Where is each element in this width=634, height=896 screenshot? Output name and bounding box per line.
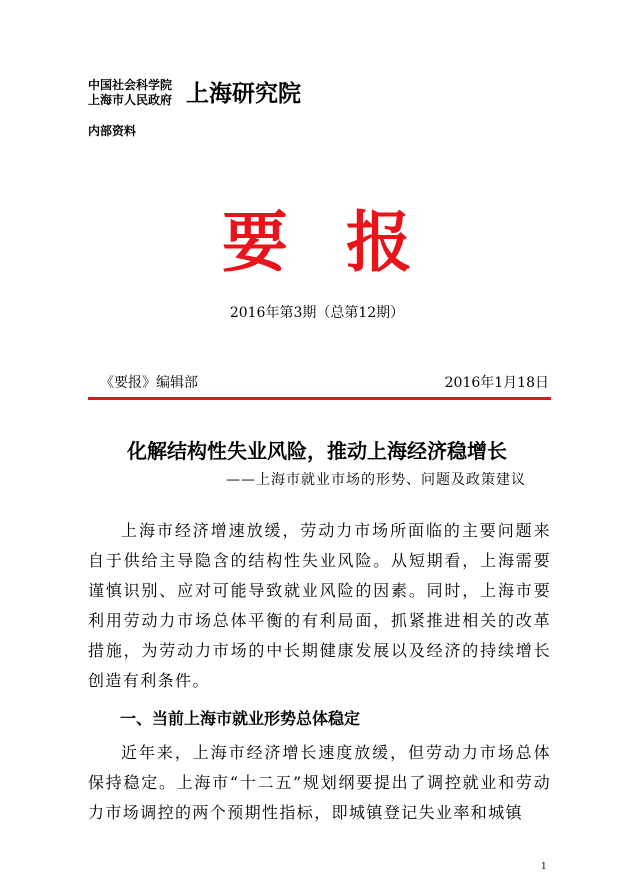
bulletin-title [0, 203, 634, 281]
classification-label: 内部资料 [88, 124, 137, 138]
intro-text: 上海市经济增速放缓，劳动力市场所面临的主要问题来自于供给主导隐含的结构性失业风险。从短期看，上海需要谨慎识别、应对可能导致就业风险的因素。同时，上海市要利用劳动力市场总体平衡的有利局面，抓紧推进相关的改革措施，为劳动力市场的中长期健康发展以及经济的持续增长创造有利条件。 [88, 521, 551, 690]
issue-number: 2016年第3期（总第12期） [229, 305, 405, 321]
section-1-heading: 一、当前上海市就业形势总体稳定 [120, 709, 361, 728]
page-number: 1 [541, 862, 547, 872]
org-name-institute: 上海研究院 [186, 80, 301, 107]
org-header [88, 78, 172, 108]
publish-date: 2016年1月18日 [444, 375, 549, 391]
article-title: 化解结构性失业风险，推动上海经济稳增长 [127, 439, 507, 463]
article-subtitle: ——上海市就业市场的形势、问题及政策建议 [226, 472, 526, 488]
section-1-text: 近年来，上海市经济增长速度放缓，但劳动力市场总体保持稳定。上海市“十二五”规划纲要提出了调控就业和劳动力市场调控的两个预期性指标，即城镇登记失业率和城镇 [88, 743, 551, 822]
org-name-shanghai-gov: 上海市人民政府 [88, 93, 173, 107]
editorial-department: 《要报》编辑部 [100, 375, 198, 391]
bulletin-title-char-1: 要 [222, 203, 346, 281]
org-name-cass: 中国社会科学院 [88, 78, 173, 92]
intro-paragraph [88, 516, 551, 696]
bulletin-title-char-2: 报 [346, 203, 470, 281]
section-1-paragraph [88, 738, 551, 828]
header-divider [88, 397, 551, 400]
